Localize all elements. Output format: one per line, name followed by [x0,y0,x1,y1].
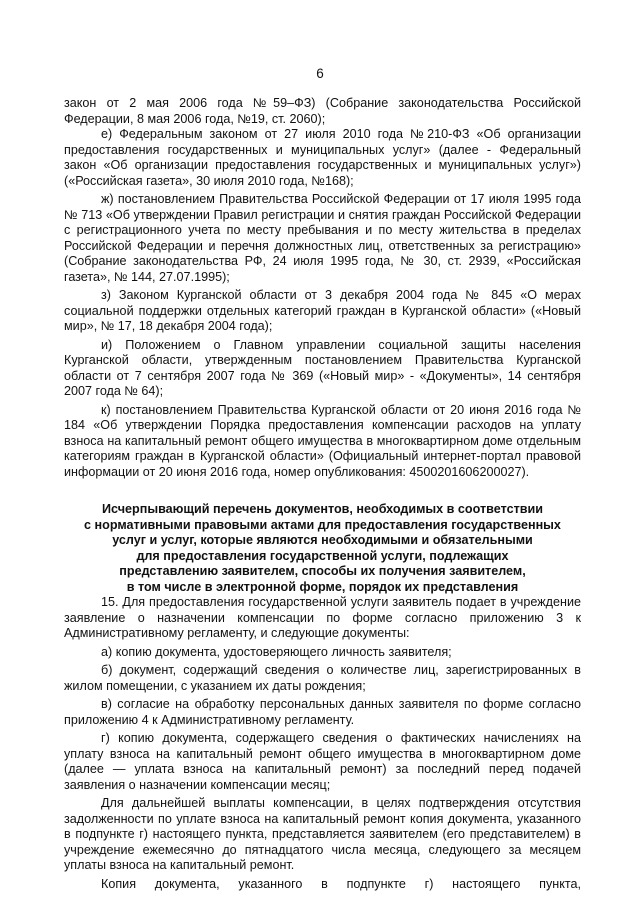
heading-line: услуг и услуг, которые являются необходимыми и обязательными [112,533,533,547]
heading-line: в том числе в электронной форме, порядок их представления [126,579,519,594]
paragraph-item-e: е) Федеральным законом от 27 июля 2010 года №210-ФЗ «Об организации предоставления государственных и муниципальных услуг» (далее - Федеральный закон «Об организации предоставления государственных и муниципальных услуг») («Российская газета», 30 июля 2010 года, №168); [64,127,581,188]
paragraph-item-k: к) постановлением Правительства Курганской области от 20 июня 2016 года № 184 «Об утверждении Порядка предоставления компенсации расходов на уплату взноса на капитальный ремонт общего имущества в многоквартирном доме отдельным категориям граждан в Курганской области» (Официальный интернет-портал правовой информации от 20 июня 2016 года, номер опубликования: 4500201606200027). [64,402,581,479]
paragraph-subitem-v: в) согласие на обработку персональных данных заявителя по форме согласно приложению 4 к Административному регламенту. [64,697,581,727]
paragraph-subitem-b: б) документ, содержащий сведения о количестве лиц, зарегистрированных в жилом помещении, с указанием их даты рождения; [64,663,581,693]
heading-line: Исчерпывающий перечень документов, необходимых в соответствии [102,502,543,516]
paragraph-copy-document: Копия документа, указанного в подпункте г) настоящего пункта, [101,876,581,891]
heading-line: представлению заявителем, способы их получения заявителем, [119,564,526,578]
paragraph-item-z: з) Законом Курганской области от 3 декабря 2004 года № 845 «О мерах социальной поддержки отдельных категорий граждан в Курганской области» («Новый мир», № 17, 18 декабря 2004 года); [64,288,581,333]
heading-line: для предоставления государственной услуги, подлежащих [136,548,509,563]
paragraph-clause-15: 15. Для предоставления государственной услуги заявитель подает в учреждение заявление о назначении компенсации по форме согласно приложению 3 к Административному регламенту, и следующие документы: [64,595,581,640]
document-body [64,96,581,892]
paragraph-further-payment: Для дальнейшей выплаты компенсации, в целях подтверждения отсутствия задолженности по уплате взноса на капитальный ремонт копия документа, указанного в подпункте г) настоящего пункта, представляется заявителем (его представителем) в учреждение ежемесячно до пятнадцатого числа месяца, следующего за месяцем уплаты взноса на капитальный ремонт. [64,796,581,872]
paragraph-item-zh: ж) постановлением Правительства Российской Федерации от 17 июля 1995 года № 713 «Об утверждении Правил регистрации и снятия граждан Российской Федерации с регистрационного учета по месту пребывания и по месту жительства в пределах Российской Федерации и перечня должностных лиц, ответственных за регистрацию» (Собрание законодательства РФ, 24 июля 1995 года, № 30, ст. 2939, «Российская газета», № 144, 27.07.1995); [64,192,581,284]
paragraph-subitem-a: а) копию документа, удостоверяющего личность заявителя; [101,644,452,659]
paragraph-law-59fz-tail: закон от 2 мая 2006 года №59–ФЗ) (Собрание законодательства Российской Федерации, 8 мая 2006 года, №19, ст. 2060); [64,96,581,126]
section-heading [64,502,581,595]
paragraph-subitem-g: г) копию документа, содержащего сведения о фактических начислениях на уплату взноса на капитальный ремонт общего имущества в многоквартирном доме (далее — уплата взноса на капитальный ремонт) за последний перед подачей заявления о назначении компенсации месяц; [64,731,581,792]
heading-line: с нормативными правовыми актами для предоставления государственных [84,517,561,532]
page-number: 6 [316,66,324,81]
paragraph-item-i: и) Положением о Главном управлении социальной защиты населения Курганской области, утвержденным постановлением Правительства Курганской области от 7 сентября 2007 года № 369 («Новый мир» - «Документы», 14 сентября 2007 года № 64); [64,337,581,398]
